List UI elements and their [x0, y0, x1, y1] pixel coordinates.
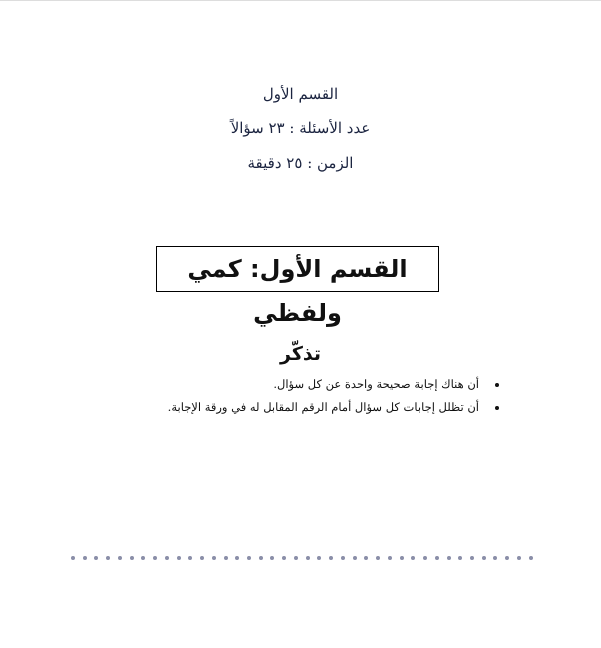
separator-dot — [317, 556, 321, 560]
question-count: عدد الأسئلة : ٢٣ سؤالاً — [230, 119, 371, 137]
separator-dot — [177, 556, 181, 560]
separator-dot — [153, 556, 157, 560]
separator-dot — [376, 556, 380, 560]
separator-dot — [329, 556, 333, 560]
separator-dot — [259, 556, 263, 560]
separator-dot — [141, 556, 145, 560]
dotted-separator — [71, 556, 533, 560]
separator-dot — [341, 556, 345, 560]
separator-dot — [270, 556, 274, 560]
separator-dot — [294, 556, 298, 560]
separator-dot — [71, 556, 75, 560]
separator-dot — [435, 556, 439, 560]
section-title: القسم الأول — [262, 85, 339, 103]
separator-dot — [94, 556, 98, 560]
separator-dot — [83, 556, 87, 560]
separator-dot — [212, 556, 216, 560]
separator-dot — [224, 556, 228, 560]
note-item: • أن هناك إجابة صحيحة واحدة عن كل سؤال. — [168, 377, 485, 391]
separator-dot — [118, 556, 122, 560]
separator-dot — [482, 556, 486, 560]
time-allowed: الزمن : ٢٥ دقيقة — [247, 154, 354, 172]
note-item: • أن تظلل إجابات كل سؤال أمام الرقم المقابل له في ورقة الإجابة. — [168, 400, 485, 414]
separator-dot — [423, 556, 427, 560]
separator-dot — [235, 556, 239, 560]
separator-dot — [400, 556, 404, 560]
separator-dot — [493, 556, 497, 560]
separator-dot — [130, 556, 134, 560]
separator-dot — [247, 556, 251, 560]
separator-dot — [364, 556, 368, 560]
separator-dot — [505, 556, 509, 560]
separator-dot — [353, 556, 357, 560]
separator-dot — [106, 556, 110, 560]
separator-dot — [447, 556, 451, 560]
separator-dot — [200, 556, 204, 560]
separator-dot — [188, 556, 192, 560]
boxed-section-heading: القسم الأول: كمي ولفظي — [156, 246, 439, 292]
separator-dot — [470, 556, 474, 560]
separator-dot — [529, 556, 533, 560]
separator-dot — [458, 556, 462, 560]
separator-dot — [388, 556, 392, 560]
separator-dot — [411, 556, 415, 560]
separator-dot — [282, 556, 286, 560]
remember-heading: تذكّر — [280, 343, 321, 365]
separator-dot — [306, 556, 310, 560]
notes-list — [168, 377, 503, 423]
separator-dot — [165, 556, 169, 560]
separator-dot — [517, 556, 521, 560]
